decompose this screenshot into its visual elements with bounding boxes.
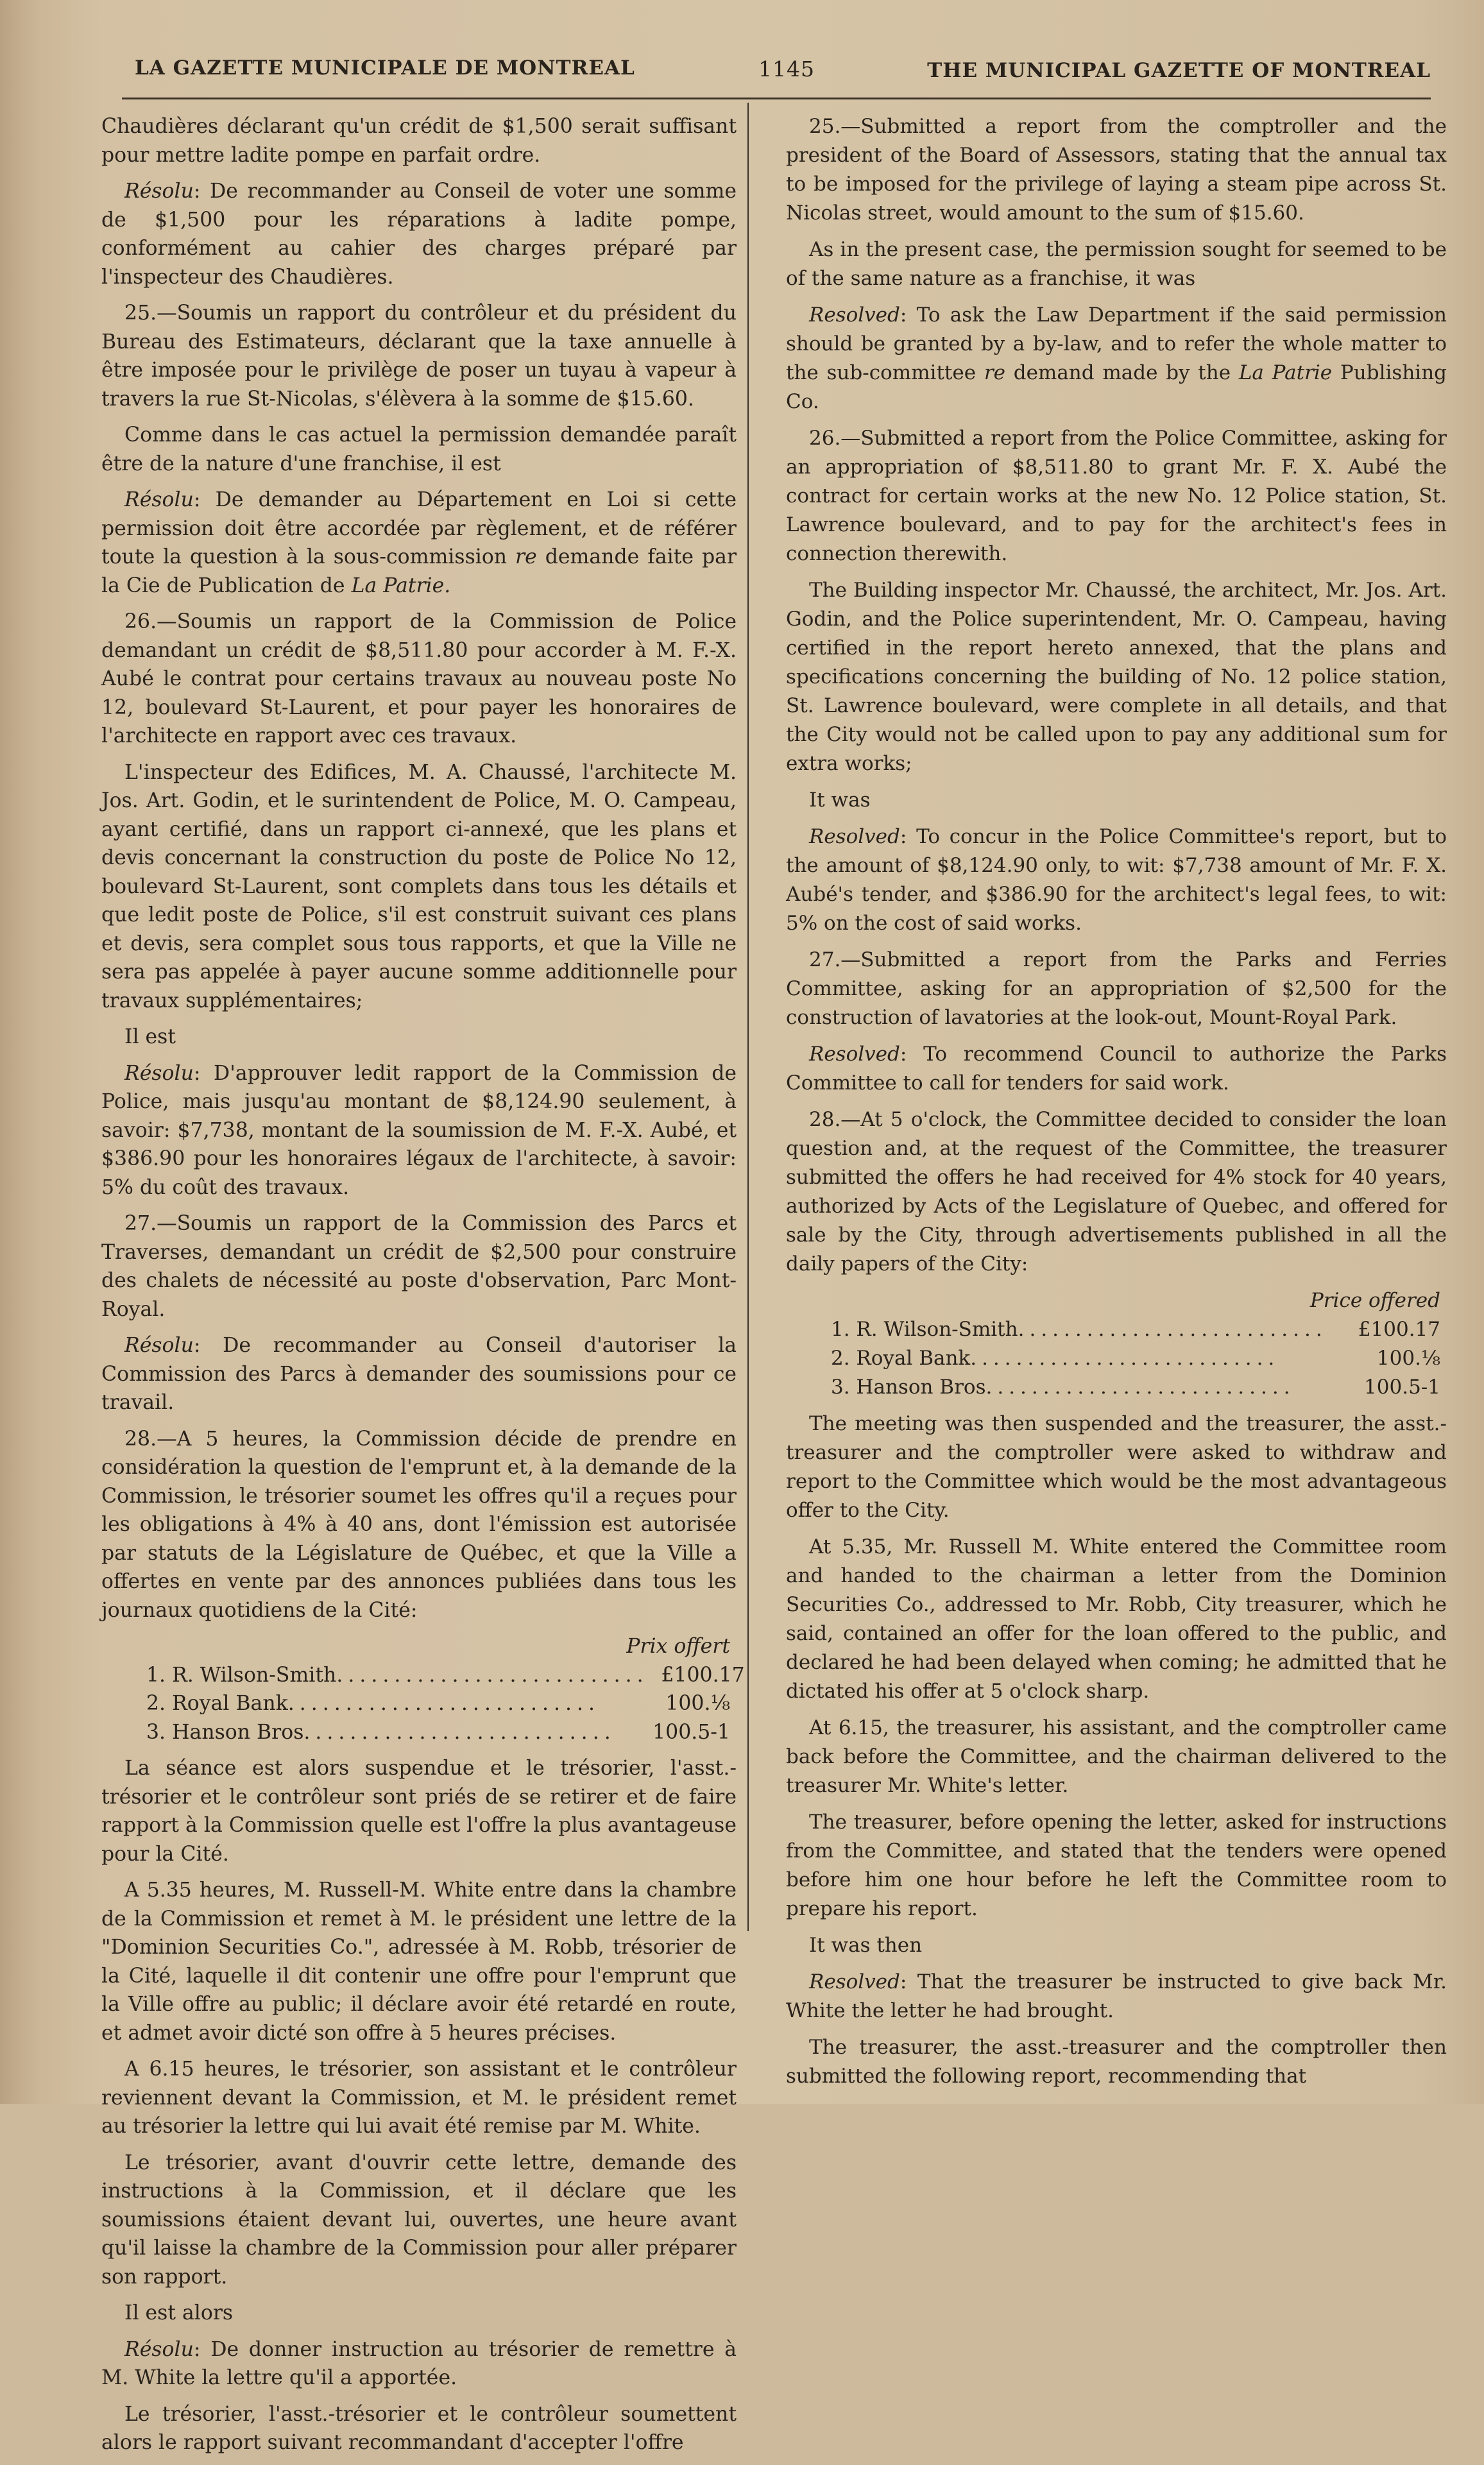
paragraph: At 5.35, Mr. Russell M. White entered the Committee room and handed to the chairman a letter from the Dominion Securities Co., addressed to Mr. Robb, City treasurer, which he said, contained an offer for the loan offered to the public, and declared he had been delayed when coming; he admitted that he dictated his offer at 5 o'clock sharp.: [786, 1535, 1447, 1703]
paragraph: Il est: [124, 1025, 176, 1048]
tender-table: [786, 1286, 1447, 1402]
paragraph: Résolu: De demander au Département en Loi si cette permission doit être accordée par règlement, et de référer toute la question à la sous-commission re demande faite par la Cie de Publication de La Patrie.: [101, 488, 737, 597]
paragraph: A 6.15 heures, le trésorier, son assistant et le contrôleur reviennent devant la Commission, et M. le président remet au trésorier la lettre qui lui avait été remise par M. White.: [101, 2058, 737, 2138]
paragraph: It was: [809, 789, 871, 812]
paragraph: The treasurer, the asst.-treasurer and the comptroller then submitted the following report, recommending that: [786, 2036, 1447, 2088]
paragraph: L'inspecteur des Edifices, M. A. Chaussé, l'architecte M. Jos. Art. Godin, et le surintendent de Police, M. O. Campeau, ayant certifié, dans un rapport ci-annexé, que les plans et devis concernant la construction du poste de Police No 12, boulevard St-Laurent, sont complets dans tous les détails et que ledit poste de Police, s'il est construit suivant ces plans et devis, sera complet sous tous rapports, et que la Ville ne sera pas appelée à payer aucune somme additionnelle pour travaux supplémentaires;: [101, 760, 737, 1012]
paragraph: Le trésorier, avant d'ouvrir cette lettre, demande des instructions à la Commission, et il déclare que les soumissions étaient devant lui, ouvertes, une heure avant qu'il laisse la chambre de la Commission pour aller préparer son rapport.: [101, 2151, 737, 2289]
tender-header: Price offered: [1309, 1289, 1440, 1312]
paragraph: Resolved: To concur in the Police Committee's report, but to the amount of $8,124.90 only, to wit: $7,738 amount of Mr. F. X. Aubé's tender, and $386.90 for the architect's legal fees, to wit: 5% on the cost of said works.: [786, 825, 1447, 935]
paragraph: 27.—Submitted a report from the Parks and Ferries Committee, asking for an appropriation of $2,500 for the construction of lavatories at the look-out, Mount-Royal Park.: [786, 948, 1447, 1029]
paragraph: 28.—A 5 heures, la Commission décide de prendre en considération la question de l'emprunt et, à la demande de la Commission, le trésorier soumet les offres qu'il a reçues pour les obligations à 4% à 40 ans, dont l'émission est autorisée par statuts de la Législature de Québec, et que la Ville a offertes en vente par des annonces publiées dans tous les journaux quotidiens de la Cité:: [101, 1427, 737, 1622]
resolution-label: Résolu: [124, 2337, 194, 2361]
resolution-label: Resolved: [809, 1043, 900, 1066]
paragraph: Résolu: De donner instruction au trésorier de remettre à M. White la lettre qu'il a apportée.: [101, 2337, 737, 2389]
tender-row: 2. Royal Bank ........................... 100.⅛: [146, 1692, 730, 1715]
paragraph: 26.—Soumis un rapport de la Commission de Police demandant un crédit de $8,511.80 pour accorder à M. F.-X. Aubé le contrat pour certains travaux au nouveau poste No 12, boulevard St-Laurent, et pour payer les honoraires de l'architecte en rapport avec ces travaux.: [101, 610, 737, 747]
tender-row: 2. Royal Bank ........................... 100.⅛: [831, 1347, 1440, 1370]
paragraph: Resolved: To recommend Council to authorize the Parks Committee to call for tenders for said work.: [786, 1043, 1447, 1095]
column-divider: [747, 103, 749, 1931]
tender-row: 1. R. Wilson-Smith ........................... £100.17: [831, 1318, 1440, 1341]
header-english-title: THE MUNICIPAL GAZETTE OF MONTREAL: [927, 59, 1431, 82]
header-rule: [122, 98, 1431, 99]
paragraph: Resolved: That the treasurer be instructed to give back Mr. White the letter he had brought.: [786, 1970, 1447, 2022]
french-column: [101, 112, 745, 2465]
paragraph: The meeting was then suspended and the treasurer, the asst.-treasurer and the comptroller were asked to withdraw and report to the Committee which would be the most advantageous offer to the City.: [786, 1412, 1447, 1522]
resolution-label: Résolu: [124, 1334, 194, 1357]
resolution-label: Resolved: [809, 1970, 900, 1993]
resolution-label: Résolu: [124, 488, 194, 511]
page-header: [135, 56, 1431, 95]
tender-row: 1. R. Wilson-Smith ........................... £100.17: [146, 1663, 745, 1687]
header-french-title: LA GAZETTE MUNICIPALE DE MONTREAL: [135, 56, 635, 80]
tender-row: 3. Hanson Bros ........................... 100.5-1: [146, 1720, 730, 1744]
resolution-label: Resolved: [809, 303, 900, 327]
paragraph: As in the present case, the permission sought for seemed to be of the same nature as a franchise, it was: [786, 238, 1447, 290]
paragraph: 25.—Soumis un rapport du contrôleur et du président du Bureau des Estimateurs, déclarant que la taxe annuelle à être imposée pour le privilège de poser un tuyau à vapeur à travers la rue St-Nicolas, s'élèvera à la somme de $15.60.: [101, 302, 737, 411]
tender-row: 3. Hanson Bros ........................... 100.5-1: [831, 1376, 1440, 1399]
paragraph: Il est alors: [124, 2301, 234, 2324]
paragraph: Resolved: To ask the Law Department if the said permission should be granted by a by-law, and to refer the whole matter to the sub-committee re demand made by the La Patrie Publishing Co.: [786, 303, 1447, 413]
paragraph: Comme dans le cas actuel la permission demandée paraît être de la nature d'une franchise, il est: [101, 423, 737, 475]
paragraph: At 6.15, the treasurer, his assistant, and the comptroller came back before the Committee, and the chairman delivered to the treasurer Mr. White's letter.: [786, 1716, 1447, 1797]
paragraph: 27.—Soumis un rapport de la Commission des Parcs et Traverses, demandant un crédit de $2,500 pour construire des chalets de nécessité au poste d'observation, Parc Mont-Royal.: [101, 1212, 737, 1321]
paragraph: The Building inspector Mr. Chaussé, the architect, Mr. Jos. Art. Godin, and the Police superintendent, Mr. O. Campeau, having certified in the report hereto annexed, that the plans and specifications concerning the building of No. 12 police station, St. Lawrence boulevard, were complete in all details, and that the City would not be called upon to pay any additional sum for extra works;: [786, 579, 1447, 775]
paragraph: 28.—At 5 o'clock, the Committee decided to consider the loan question and, at the request of the Committee, the treasurer submitted the offers he had received for 4% stock for 40 years, authorized by Acts of the Legislature of Quebec, and offered for sale by the City, through advertisements published in all the daily papers of the City:: [786, 1108, 1447, 1275]
tender-header: Prix offert: [626, 1635, 730, 1658]
paragraph: Résolu: De recommander au Conseil de voter une somme de $1,500 pour les réparations à ladite pompe, conformément au cahier des charges préparé par l'inspecteur des Chaudières.: [101, 180, 737, 289]
english-column: [786, 112, 1447, 2099]
paragraph: The treasurer, before opening the letter, asked for instructions from the Committee, and stated that the tenders were opened before him one hour before he left the Committee room to prepare his report.: [786, 1811, 1447, 1920]
resolution-label: Résolu: [124, 180, 194, 203]
paragraph: It was then: [809, 1934, 923, 1957]
resolution-label: Résolu: [124, 1061, 194, 1085]
paragraph: La séance est alors suspendue et le trésorier, l'asst.-trésorier et le contrôleur sont priés de se retirer et de faire rapport à la Commission quelle est l'offre la plus avantageuse pour la Cité.: [101, 1757, 737, 1866]
resolution-label: Resolved: [809, 825, 900, 848]
paragraph: 25.—Submitted a report from the comptroller and the president of the Board of Assessors, stating that the annual tax to be imposed for the privilege of laying a steam pipe across St. Nicolas street, would amount to the sum of $15.60.: [786, 115, 1447, 225]
paragraph: Le trésorier, l'asst.-trésorier et le contrôleur soumettent alors le rapport suivant recommandant d'accepter l'offre: [101, 2402, 737, 2454]
paragraph: A 5.35 heures, M. Russell-M. White entre dans la chambre de la Commission et remet à M. le président une lettre de la "Dominion Securities Co.", adressée à M. Robb, trésorier de la Cité, laquelle il dit contenir une offre pour l'emprunt que la Ville offre au public; il déclare avoir été retardé en route, et admet avoir dicté son offre à 5 heures précises.: [101, 1879, 737, 2045]
page-number: 1145: [758, 56, 815, 81]
tender-table: [101, 1632, 745, 1746]
paragraph: Résolu: De recommander au Conseil d'autoriser la Commission des Parcs à demander des soumissions pour ce travail.: [101, 1334, 737, 1414]
paragraph: Résolu: D'approuver ledit rapport de la Commission de Police, mais jusqu'au montant de $8,124.90 seulement, à savoir: $7,738, montant de la soumission de M. F.-X. Aubé, et $386.90 pour les honoraires légaux de l'architecte, à savoir: 5% du coût des travaux.: [101, 1061, 737, 1199]
paragraph: 26.—Submitted a report from the Police Committee, asking for an appropriation of $8,511.80 to grant Mr. F. X. Aubé the contract for certain works at the new No. 12 Police station, St. Lawrence boulevard, and to pay for the architect's fees in connection therewith.: [786, 427, 1447, 565]
paragraph: Chaudières déclarant qu'un crédit de $1,500 serait suffisant pour mettre ladite pompe en parfait ordre.: [101, 115, 737, 167]
